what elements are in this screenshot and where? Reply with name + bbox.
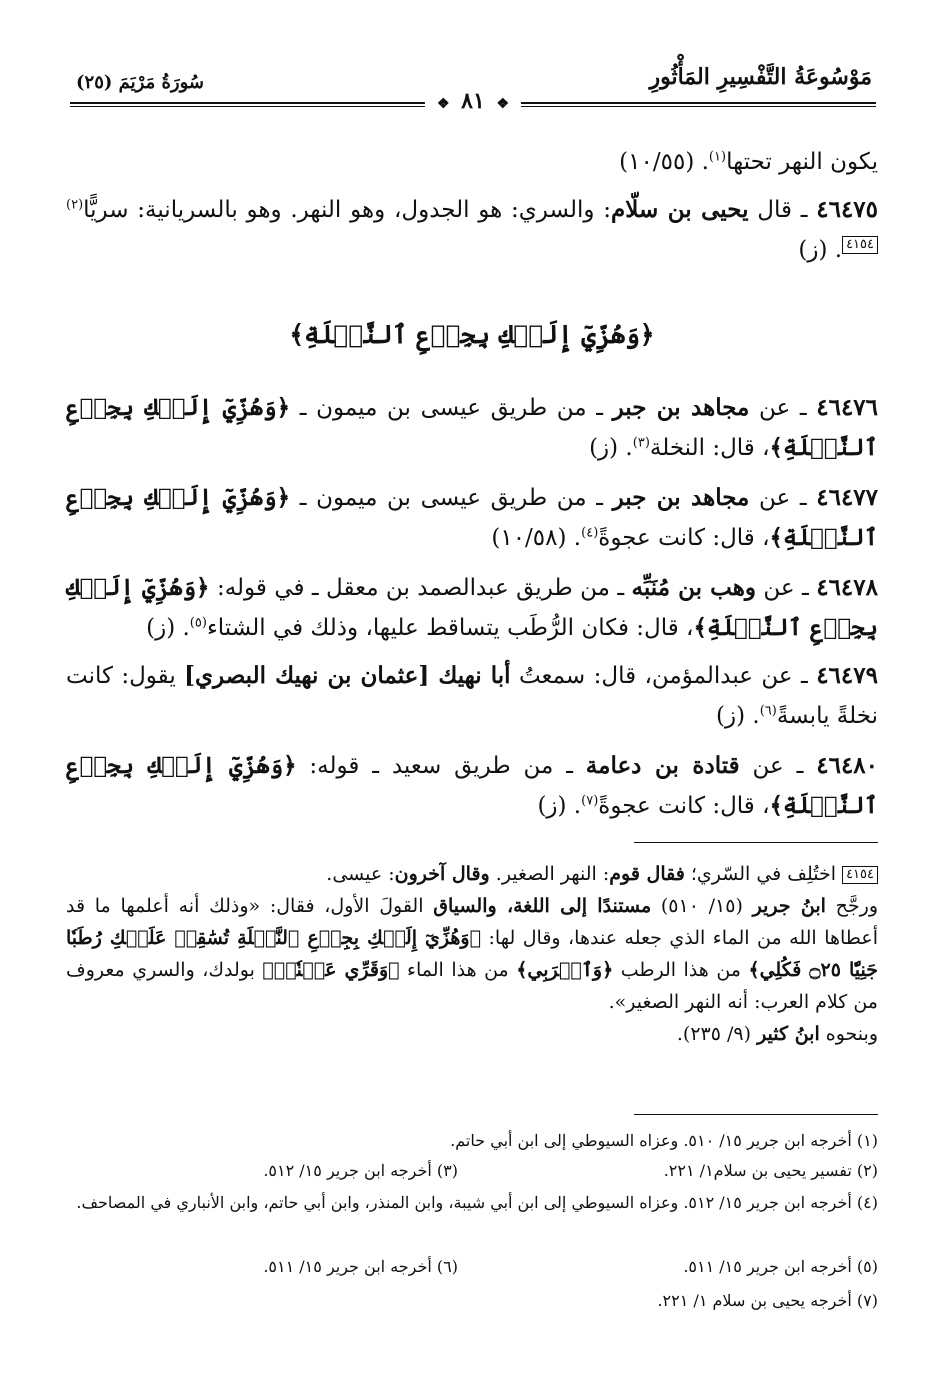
entry-text: ـ عن	[749, 485, 817, 511]
entry-number: ٤٦٤٧٧	[816, 484, 879, 511]
entry-text: ـ من طريق عيسى بن ميمون ـ	[290, 485, 613, 511]
page-number-value: ٨١	[461, 88, 485, 114]
reference: . (ز)	[146, 615, 190, 641]
note-bold: مستندًا إلى اللغة، والسياق	[433, 895, 652, 917]
entry-text: ـ عن	[749, 395, 817, 421]
entry-text: ـ من طريق عيسى بن ميمون ـ	[290, 395, 613, 421]
entry-text: ـ عن	[739, 753, 817, 779]
entry-number: ٤٦٤٧٦	[816, 394, 879, 421]
entry-number: ٤٦٤٧٩	[816, 662, 878, 689]
entry-46479	[66, 656, 878, 736]
note-ref-box: ٤١٥٤	[842, 236, 878, 254]
entry-46480	[66, 746, 878, 826]
entry-46475	[66, 190, 878, 270]
entry-number: ٤٦٤٧٥	[816, 196, 879, 223]
quran-quote: ﴿وَهُزِّيٓ إِلَيۡكِ بِجِذۡعِ ٱلنَّخۡلَةِ﴾	[66, 752, 878, 819]
narrator-name: مجاهد بن جبر	[612, 484, 750, 511]
entry-46477	[66, 478, 878, 558]
quran-quote: ﴿وَهُزِّيٓ إِلَيۡكِ بِجِذۡعِ ٱلنَّخۡلَةِ﴾	[66, 394, 878, 461]
page-number	[425, 88, 521, 114]
note-text: من هذا الرطب	[613, 959, 749, 981]
footnote-marker: (٢)	[66, 197, 84, 213]
note-bold: ابنُ كثير	[757, 1023, 820, 1045]
quran-quote: ﴿وَقَرِّي عَيۡنٗاۖ﴾	[262, 959, 400, 981]
reference: . (ز)	[537, 793, 582, 819]
entry-46476	[66, 388, 878, 468]
entry-text: ، قال: كانت عجوةً	[598, 793, 770, 819]
section-heading: ﴿وَهُزِّيٓ إِلَيۡكِ بِجِذۡعِ ٱلنَّخۡلَةِ﴾	[289, 320, 655, 349]
narrator-name: وهب بن مُنَبِّه	[631, 574, 756, 601]
entry-text: ـ من طريق سعيد ـ قوله:	[296, 753, 586, 779]
quran-quote: ﴿وَهُزِّيٓ إِلَيۡكِ بِجِذۡعِ ٱلنَّخۡلَةِ تُسَٰقِطۡ عَلَيۡكِ رُطَبٗا جَنِيّٗا ۝٢٥ فَكُلِي﴾	[66, 927, 878, 981]
footnote-5: (٥) أخرجه ابن جرير ١٥/ ٥١١.	[683, 1257, 878, 1276]
narrator-name: أبا نهيك [عثمان بن نهيك البصري]	[184, 662, 511, 689]
note-text: ورجَّح	[825, 895, 878, 917]
footnote-1: (١) أخرجه ابن جرير ١٥/ ٥١٠. وعزاه السيوطي إلى ابن أبي حاتم.	[450, 1131, 878, 1150]
entry-text: ، قال: كانت عجوةً	[598, 525, 770, 551]
footnote-marker: (١)	[708, 149, 727, 165]
entry-number: ٤٦٤٨٠	[816, 752, 879, 779]
footnote-4: (٤) أخرجه ابن جرير ١٥/ ٥١٢. وعزاه السيوطي إلى ابن أبي شيبة، وابن المنذر، وابن أبي حاتم، وابن الأنباري في المصاحف.	[76, 1193, 878, 1212]
entry-text: ، قال: فكان الرُّطَب يتساقط عليها، وذلك في الشتاء	[206, 615, 694, 641]
reference: . (١٠/٥٥)	[619, 149, 709, 175]
footnote-2: (٢) تفسير يحيى بن سلام١/ ٢٢١.	[663, 1161, 878, 1180]
quran-quote: ﴿وَهُزِّيٓ إِلَيۡكِ بِجِذۡعِ ٱلنَّخۡلَةِ﴾	[66, 574, 878, 641]
footnote-row-5-6	[66, 1254, 878, 1280]
note-text: اختُلِف في السّري؛	[684, 863, 843, 885]
footnote-marker: (٦)	[759, 703, 777, 719]
narrator-name: قتادة بن دعامة	[585, 752, 740, 779]
note-ref-box: ٤١٥٤	[842, 866, 878, 884]
footnote-3: (٣) أخرجه ابن جرير ١٥/ ٥١٢.	[263, 1161, 458, 1180]
entry-text: ، قال: النخلة	[649, 435, 770, 461]
note-text: القولَ الأول، فقال: «وذلك أنه أعلمها ما قد أعطاها الله من الماء الذي جعله عندها، وقال لها:	[66, 895, 878, 949]
reference: . (ز)	[798, 237, 843, 263]
note-text: وبنحوه	[819, 1023, 878, 1045]
commentary-note	[66, 858, 878, 1050]
note-line-1	[66, 858, 878, 890]
footnote-7: (٧) أخرجه يحيى بن سلام ١/ ٢٢١.	[657, 1291, 878, 1310]
note-text: (٩/ ٢٣٥).	[676, 1023, 758, 1045]
note-text: من هذا الماء	[399, 959, 517, 981]
quran-quote: ﴿وَٱشۡرَبِي﴾	[516, 959, 614, 981]
entry-number: ٤٦٤٧٨	[816, 574, 878, 601]
book-title: مَوْسُوعَةُ التَّفْسِيرِ المَأْثُورِ	[649, 64, 872, 90]
paragraph-text: يكون النهر تحتها	[726, 149, 878, 175]
note-text: بولدك، والسري معروف من كلام العرب: أنه النهر الصغير».	[66, 959, 878, 1013]
footnote-marker: (٤)	[581, 525, 599, 541]
paragraph-continued	[66, 142, 878, 182]
footnote-marker: (٧)	[581, 793, 599, 809]
note-bold: وقال آخرون	[394, 863, 490, 885]
entry-text: يقول: كانت نخلةً يابسةً	[66, 663, 878, 729]
note-text: : النهر الصغير.	[489, 863, 610, 885]
narrator-name: يحيى بن سلّام	[611, 196, 749, 223]
reference: . (ز)	[716, 703, 760, 729]
page-header	[70, 58, 876, 118]
footnote-marker: (٥)	[189, 615, 207, 631]
quran-quote: ﴿وَهُزِّيٓ إِلَيۡكِ بِجِذۡعِ ٱلنَّخۡلَةِ﴾	[66, 484, 878, 551]
reference: . (١٠/٥٨)	[491, 525, 582, 551]
reference: . (ز)	[589, 435, 633, 461]
ornament-right-icon: ❖	[496, 96, 510, 112]
entry-text: ـ عن عبدالمؤمن، قال: سمعتُ	[510, 663, 817, 689]
surah-title: سُورَةُ مَرْيَمَ (٢٥)	[76, 72, 204, 93]
note-bold: ابنُ جرير	[752, 895, 826, 917]
note-bold: فقال قوم	[609, 863, 685, 885]
note-text: (١٥/ ٥١٠)	[651, 895, 753, 917]
footnote-6: (٦) أخرجه ابن جرير ١٥/ ٥١١.	[263, 1257, 458, 1276]
footnote-divider	[634, 1114, 878, 1115]
footnote-row-2-3	[66, 1158, 878, 1184]
note-line-2	[66, 890, 878, 1018]
note-text: : عيسى.	[326, 863, 395, 885]
note-divider	[634, 842, 878, 843]
entry-text: ـ قال	[748, 197, 817, 223]
entry-text: : والسري: هو الجدول، وهو النهر. وهو بالسريانية: سريًّا	[83, 197, 612, 223]
entry-text: ـ من طريق عبدالصمد بن معقل ـ في قوله:	[209, 575, 632, 601]
entry-text: ـ عن	[756, 575, 817, 601]
footnote-marker: (٣)	[632, 435, 650, 451]
entry-46478	[66, 568, 878, 648]
note-line-3	[66, 1018, 878, 1050]
narrator-name: مجاهد بن جبر	[612, 394, 750, 421]
ornament-left-icon: ❖	[436, 96, 450, 112]
